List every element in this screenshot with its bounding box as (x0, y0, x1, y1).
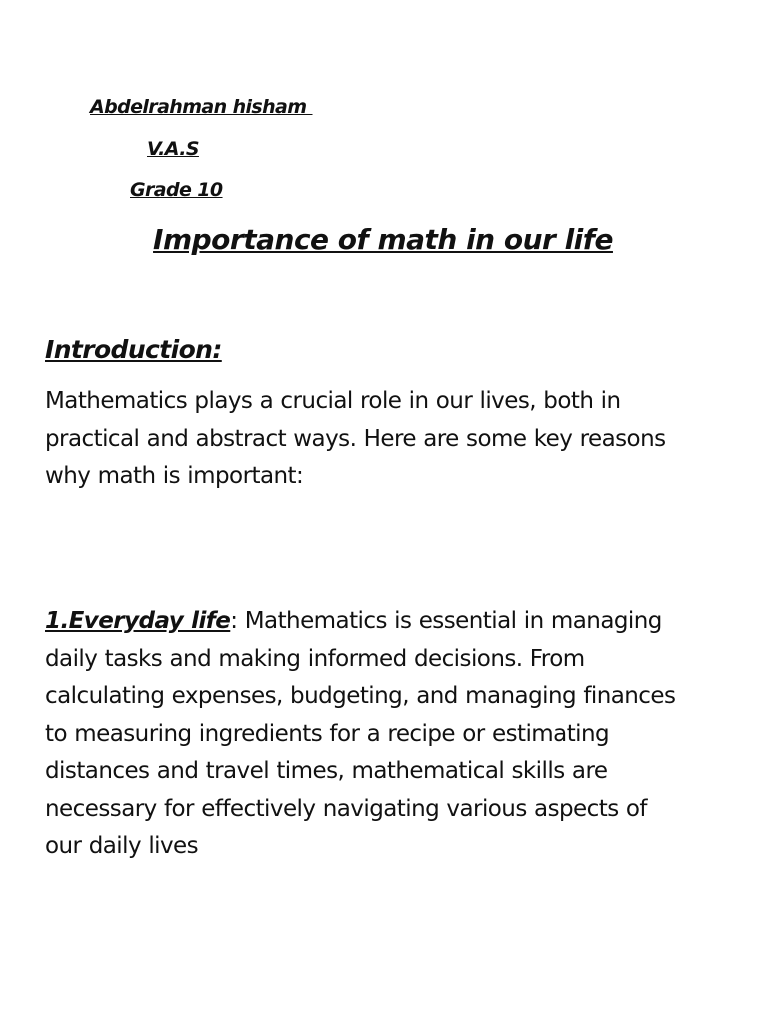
everyday-life-heading: 1.Everyday life (45, 608, 231, 634)
introduction-heading: Introduction: (45, 335, 222, 364)
everyday-life-paragraph (45, 603, 685, 866)
school-name: V.A.S (147, 138, 199, 160)
grade-label: Grade 10 (130, 179, 223, 201)
author-name: Abdelrahman hisham (90, 96, 313, 118)
everyday-life-text: Mathematics is essential in managing daily tasks and making informed decisions. From calculating expenses, budgeting, and managing finances to measuring ingredients for a recipe or estimating distances and travel times, mathematical skills are necessary for effectively navigating various aspects of our daily lives (45, 608, 676, 859)
document-title: Importance of math in our life (153, 223, 613, 256)
everyday-life-separator: : (230, 608, 238, 634)
introduction-paragraph: Mathematics plays a crucial role in our lives, both in practical and abstract ways. Here are some key reasons why math is important: (45, 388, 666, 489)
